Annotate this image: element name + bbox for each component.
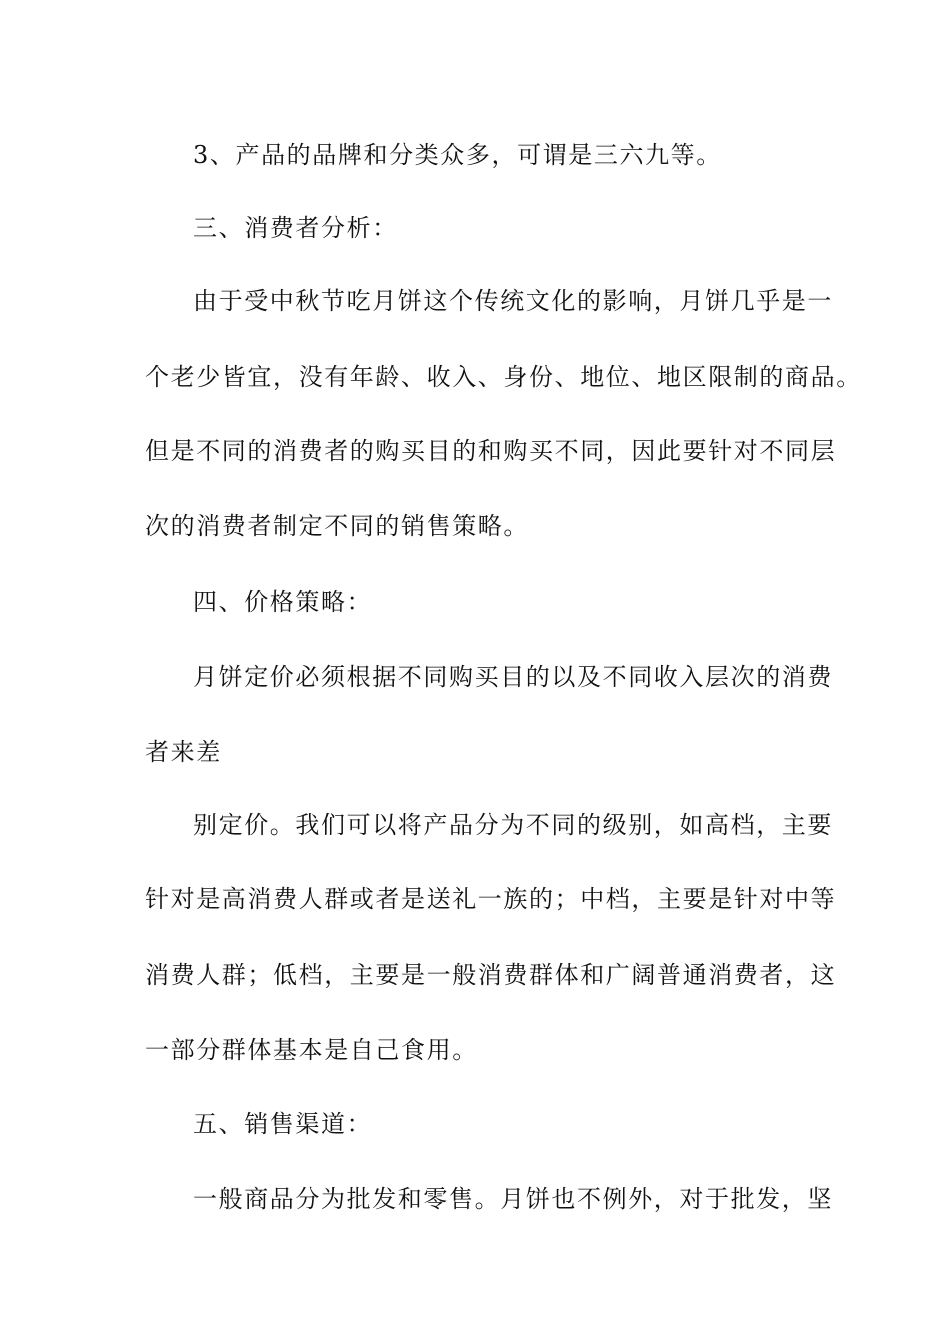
paragraph-line: 但是不同的消费者的购买目的和购买不同，因此要针对不同层	[145, 437, 837, 465]
paragraph-line: 针对是高消费人群或者是送礼一族的；中档，主要是针对中等	[145, 885, 837, 913]
paragraph-line: 消费人群；低档，主要是一般消费群体和广阔普通消费者，这	[145, 961, 837, 989]
section-heading-sales-channels: 五、销售渠道：	[193, 1110, 373, 1138]
paragraph-line: 由于受中秋节吃月饼这个传统文化的影响，月饼几乎是一	[193, 287, 833, 315]
paragraph-line: 一般商品分为批发和零售。月饼也不例外，对于批发，坚	[193, 1185, 833, 1213]
list-item-3: 3、产品的品牌和分类众多，可谓是三六九等。	[193, 141, 722, 169]
paragraph-line: 月饼定价必须根据不同购买目的以及不同收入层次的消费	[193, 663, 833, 691]
paragraph-line: 一部分群体基本是自己食用。	[145, 1036, 478, 1064]
section-heading-consumer-analysis: 三、消费者分析：	[193, 214, 398, 242]
paragraph-line: 者来差	[145, 738, 222, 766]
paragraph-line: 个老少皆宜，没有年龄、收入、身份、地位、地区限制的商品。	[145, 363, 862, 391]
paragraph-line: 次的消费者制定不同的销售策略。	[145, 512, 529, 540]
section-heading-pricing-strategy: 四、价格策略：	[193, 588, 373, 616]
paragraph-line: 别定价。我们可以将产品分为不同的级别，如高档，主要	[193, 811, 833, 839]
